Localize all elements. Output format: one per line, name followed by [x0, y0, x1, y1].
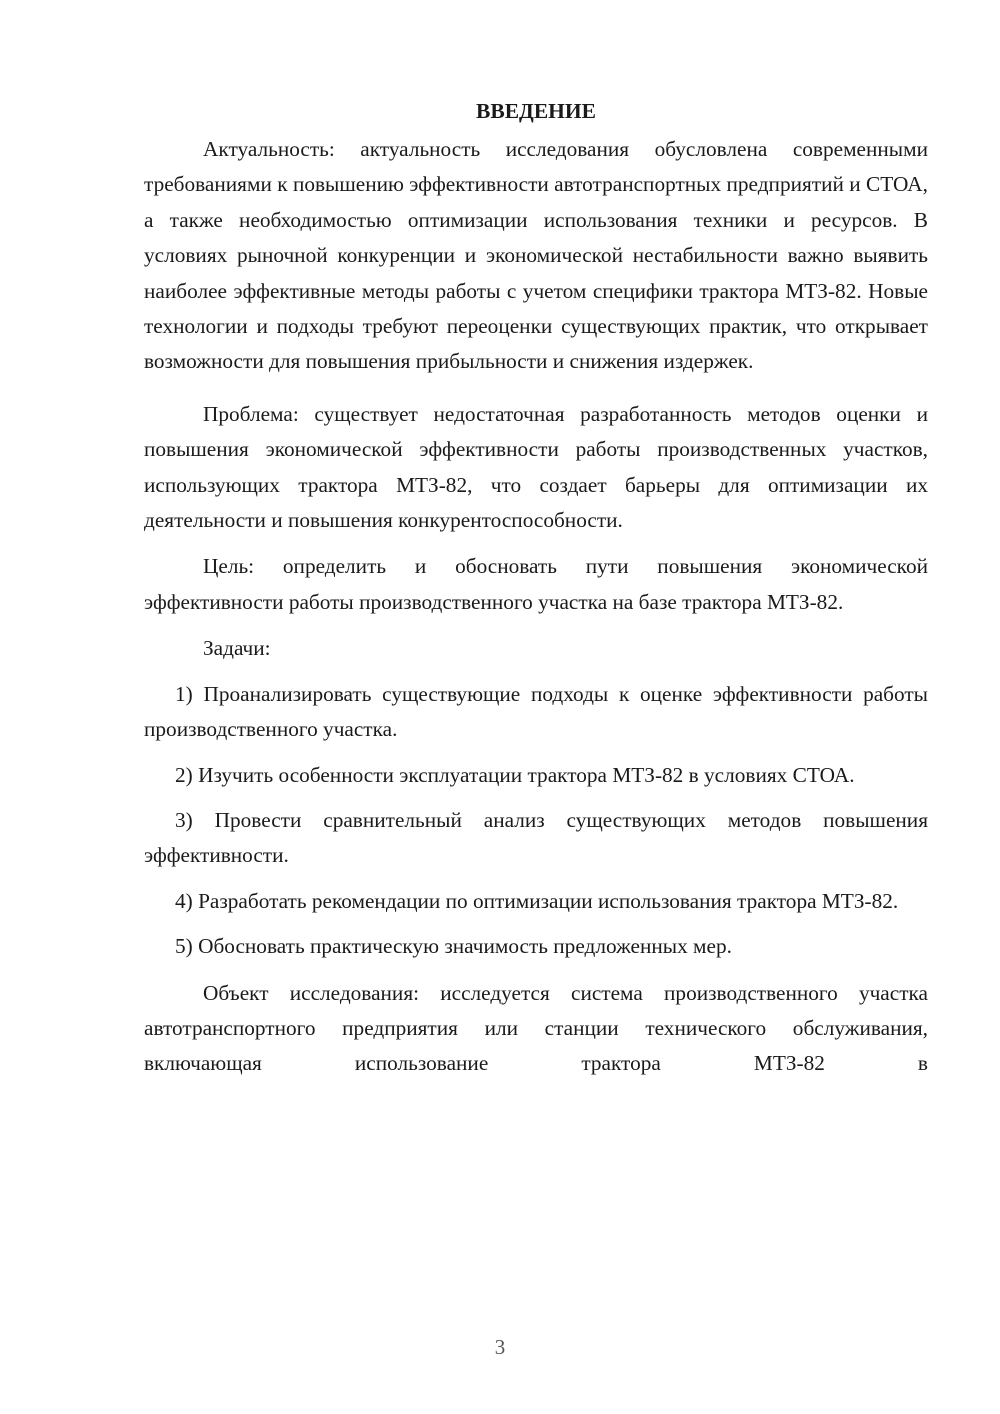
task-item-4: 4) Разработать рекомендации по оптимизации использования трактора МТЗ-82. — [175, 888, 899, 913]
problem-paragraph: Проблема: существует недостаточная разработанность методов оценки и повышения экономической эффективности работы производственных участков, использующих трактора МТЗ-82, что создает барьеры для оптимизации их деятельности и повышения конкурентоспособности. — [144, 401, 928, 533]
task-item-5: 5) Обосновать практическую значимость предложенных мер. — [175, 934, 732, 959]
goal-paragraph: Цель: определить и обосновать пути повышения экономической эффективности работы производственного участка на базе трактора МТЗ-82. — [144, 554, 928, 614]
page-number: 3 — [494, 1335, 506, 1359]
object-paragraph: Объект исследования: исследуется система производственного участка автотранспортного предприятия или станции технического обслуживания, включающая использование трактора МТЗ-82 в — [144, 980, 928, 1076]
task-item-2: 2) Изучить особенности эксплуатации трактора МТЗ-82 в условиях СТОА. — [175, 762, 855, 787]
tasks-heading: Задачи: — [203, 636, 271, 661]
task-item-3: 3) Провести сравнительный анализ существующих методов повышения эффективности. — [144, 807, 928, 868]
document-page — [144, 96, 928, 1082]
page-title: ВВЕДЕНИЕ — [476, 99, 596, 123]
task-item-1: 1) Проанализировать существующие подходы к оценке эффективности работы производственного участка. — [144, 681, 928, 742]
relevance-paragraph: Актуальность: актуальность исследования обусловлена современными требованиями к повышению эффективности автотранспортных предприятий и СТОА, а также необходимостью оптимизации использования техники и ресурсов. В условиях рыночной конкуренции и экономической нестабильности важно выявить наиболее эффективные методы работы с учетом специфики трактора МТЗ-82. Новые технологии и подходы требуют переоценки существующих практик, что открывает возможности для повышения прибыльности и снижения издержек. — [144, 137, 928, 374]
